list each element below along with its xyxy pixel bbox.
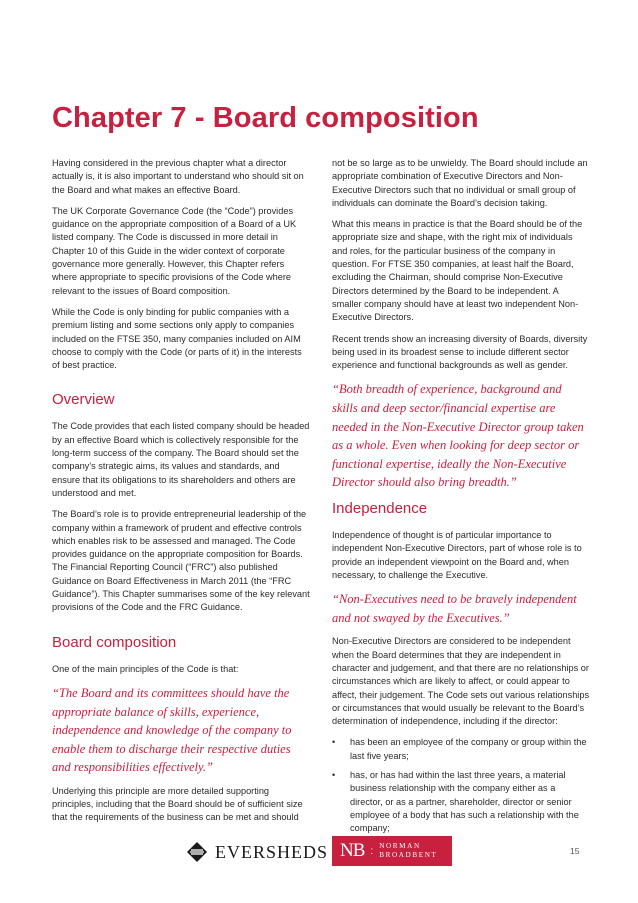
list-item [332,769,590,835]
independence-paragraph: Independence of thought is of particular importance to independent Non-Executive Directors, part of whose role is to provide an independent viewpoint on the Board and, when necessary, to challenge the Executive. [332,530,582,580]
nb-wordmark-line: NORMAN [379,842,421,850]
criteria-paragraph: Non-Executive Directors are considered to be independent when the Board determines that they are independent in character and judgement, and that there are no relationships or circumstances which are likely to affect, or could appear to affect, their judgement. The Code sets out various relationships or circumstances that would usually be relevant to the Board’s determination of independence, including if the director: [332,636,590,727]
board-composition-heading: Board composition [52,633,177,651]
independence-heading: Independence [332,500,428,518]
page-number: 15 [570,846,580,856]
list-item [332,736,590,763]
independence-quote: “Non-Executives need to be bravely independent and not swayed by the Executives.” [332,592,577,625]
overview-paragraph: The Board’s role is to provide entrepreneurial leadership of the company within a framework of prudent and effective controls which enables risk to be assessed and managed. The Code provides guidance on the appropriate composition for Boards. The Financial Reporting Council (“FRC”) also published Guidance on Board Effectiveness in March 2011 (the “FRC Guidance”). This Chapter summarises some of the key relevant provisions of the Code and the FRC Guidance. [52,509,310,613]
page-title: Chapter 7 - Board composition [52,102,479,135]
board-quote: “The Board and its committees should have the appropriate balance of skills, experience, independence and knowledge of the company to enable them to discharge their respective duties and responsibilities effectively.” [52,685,292,775]
body-paragraph: not be so large as to be unwieldy. The Board should include an appropriate combination of Executive Directors and Non-Executive Directors such that no individual or small group of individuals can dominate the Board’s decision taking. [332,158,588,208]
eversheds-wordmark: EVERSHEDS [215,841,329,862]
board-after-paragraph: Underlying this principle are more detailed supporting principles, including that the Board should be of sufficient size that the requirements of the business can be met and should [52,785,303,823]
intro-paragraph: While the Code is only binding for public companies with a premium listing and some sections only apply to companies included on the FTSE 350, many companies included on AIM choose to comply with the Code (or parts of it) in the interests of best practice. [52,306,302,371]
eversheds-logo [186,838,328,866]
right-column [332,157,590,842]
body-paragraph: Recent trends show an increasing diversity of Boards, diversity being used in its broadest sense to include different sector experience and functional backgrounds as well as gender. [332,333,588,371]
norman-broadbent-logo [332,836,452,866]
breadth-quote: “Both breadth of experience, background and skills and deep sector/financial expertise are needed in the Non-Executive Director group taken as a whole. Even when looking for deep sector or functional expertise, ideally the Non-Executive Director should also bring breadth.” [332,382,584,490]
intro-paragraph: Having considered in the previous chapter what a director actually is, it is also important to understand who should sit on the Board and what makes an effective Board. [52,158,304,195]
nb-monogram: NB [340,840,365,861]
bullet-icon: • [332,737,336,748]
nb-separator: : [370,845,374,857]
eversheds-mark-icon [186,841,208,863]
intro-paragraph: The UK Corporate Governance Code (the “Code”) provides guidance on the appropriate composition of a Board of a UK listed company. The Code is discussed in more detail in Chapter 10 of this Guide in the wider context of corporate governance more generally. However, this Chapter refers where appropriate to specific provisions of the Code where relevant to the issues of Board composition. [52,205,297,296]
criteria-list [332,736,590,835]
left-column [52,157,310,833]
nb-wordmark-line: BROADBENT [379,851,438,859]
board-intro-paragraph: One of the main principles of the Code is that: [52,663,239,674]
bullet-icon: • [332,770,336,781]
body-paragraph: What this means in practice is that the Board should be of the appropriate size and shape, with the right mix of individuals and roles, for the particular business of the company in question. For FTSE 350 companies, at least half the Board, excluding the Chairman, should comprise Non-Executive Directors determined by the Board to be independent. A smaller company should have at least two independent Non-Executive Directors. [332,219,583,323]
list-item-text: has, or has had within the last three years, a material business relationship with the company either as a director, or as a partner, shareholder, director or senior employee of a body that has such a relationship with the company; [350,770,579,834]
list-item-text: has been an employee of the company or group within the last five years; [350,737,587,761]
overview-heading: Overview [52,391,115,409]
nb-wordmark [379,842,437,860]
overview-paragraph: The Code provides that each listed company should be headed by an effective Board which is collectively responsible for the long-term success of the company. The Board should set the company’s strategic aims, its values and standards, and ensure that its obligations to its shareholders and others are understood and met. [52,421,310,498]
